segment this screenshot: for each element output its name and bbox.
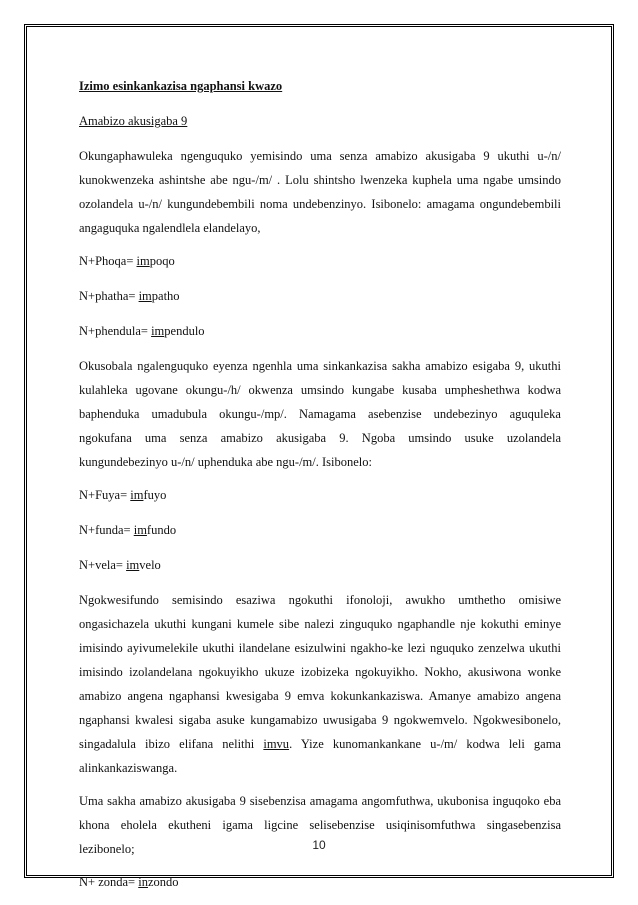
paragraph: Uma sakha amabizo akusigaba 9 sisebenzisa amagama angomfuthwa, ukubonisa inguqoko eba khona eholela ekutheni igama ligcine selisebenzise usiqinisomfuthwa singasebenzisa lezibonelo;	[79, 794, 561, 856]
example-result: fuyo	[143, 488, 167, 502]
example-item	[79, 319, 561, 343]
example-prefix-underlined: im	[133, 523, 147, 537]
paragraph: Okusobala ngalenguquko eyenza ngenhla uma sinkankazisa sakha amabizo esigaba 9, ukuthi kulahleka ugovane okungu-/h/ okwenza umsindo kungabe kusaba umpheshethwa kodwa baphenduka umadubula okungu-/mp/. Namagama asebenzise undebezinyo aguquleka ngokufana uma senza amabizo akusigaba 9. Ngoba umsindo usuke uzolandela kungundebezinyo u-/n/ uphenduka abe ngu-/m/. Isibonelo:	[79, 359, 561, 469]
example-result: fundo	[146, 523, 177, 537]
example-formula: N+funda=	[79, 523, 134, 537]
example-result: pendulo	[164, 324, 205, 338]
example-result: velo	[139, 558, 161, 572]
example-item	[79, 284, 561, 308]
example-prefix-underlined: im	[138, 289, 152, 303]
example-prefix-underlined: im	[126, 558, 140, 572]
example-prefix-underlined: in	[138, 875, 148, 889]
example-list	[79, 870, 561, 894]
section-heading: Izimo esinkankazisa ngaphansi kwazo	[79, 79, 283, 93]
underlined-word: imvu	[263, 737, 290, 751]
example-item	[79, 870, 561, 894]
example-formula: N+phatha=	[79, 289, 139, 303]
example-formula: N+Fuya=	[79, 488, 131, 502]
example-prefix-underlined: im	[136, 254, 150, 268]
subsection-heading: Amabizo akusigaba 9	[79, 114, 188, 128]
paragraph: Ngokwesifundo semisindo esaziwa ngokuthi ifonoloji, awukho umthetho omisiwe ongasichazela ukuthi kungani kumele sibe nalezi zinguquko ngaphandle nje kokuthi eminye imisindo ayivumelekile ukuthi ilandelane esizulwini ngakho-ke lezi nguquko zenzelwa ukuthi imisindo izolandelana ngokuyikho ukuze izobizeka ngokuyikho. Nokho, akusiwona wonke amabizo angena ngaphansi kwesigaba 9 emva kokunkankaziswa. Amanye amabizo angena ngaphansi kwalesi sigaba asuke kungamabizo uwusigaba 9 ngokwemvelo. Ngokwesibonelo, singadalula ibizo elifana nelithi imvu. Yize kunomankankane u-/m/ kodwa leli gama alinkankaziswanga.	[79, 593, 561, 775]
paragraph: Okungaphawuleka ngenguquko yemisindo uma senza amabizo akusigaba 9 ukuthi u-/n/ kunokwenzeka ashintshe abe ngu-/m/ . Lolu shintsho lwenzeka kuphela uma ngabe umsindo ozolandela u-/n/ kungundebembili noma undebenzinyo. Isibonelo: amagama ongundebembili angaguquka ngalendlela elandelayo,	[79, 149, 561, 235]
example-item	[79, 553, 561, 577]
example-formula: N+ zonda=	[79, 875, 139, 889]
page-number: 10	[312, 838, 326, 852]
document-body	[79, 74, 561, 905]
example-item	[79, 518, 561, 542]
example-list	[79, 483, 561, 577]
example-item	[79, 249, 561, 273]
example-result: zondo	[147, 875, 179, 889]
example-formula: N+vela=	[79, 558, 127, 572]
example-result: poqo	[149, 254, 175, 268]
example-formula: N+Phoqa=	[79, 254, 137, 268]
example-list	[79, 249, 561, 343]
example-result: patho	[151, 289, 180, 303]
example-item	[79, 483, 561, 507]
example-prefix-underlined: im	[130, 488, 144, 502]
example-formula: N+phendula=	[79, 324, 152, 338]
example-prefix-underlined: im	[151, 324, 165, 338]
